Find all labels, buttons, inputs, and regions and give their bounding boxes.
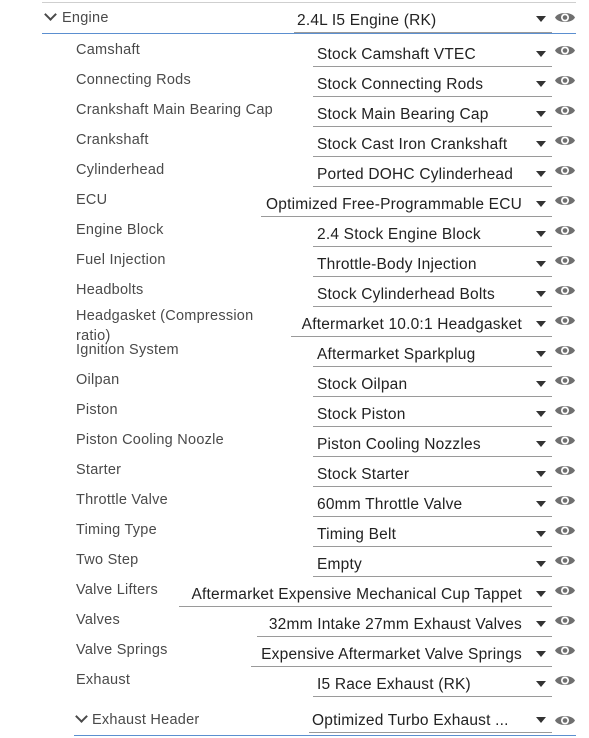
part-select[interactable] [179,580,552,607]
eye-icon[interactable] [554,193,576,208]
part-select-value: 32mm Intake 27mm Exhaust Valves [268,616,522,633]
caret-down-icon [536,411,546,417]
caret-down-icon [536,261,546,267]
caret-down-icon [536,381,546,387]
eye-icon[interactable] [554,583,576,598]
exhaust-header-select-value: Optimized Turbo Exhaust ... [312,712,509,729]
part-select-value: Stock Oilpan [317,376,408,393]
part-select-value: Aftermarket Sparkplug [317,346,476,363]
part-select[interactable] [291,310,552,337]
part-label: Camshaft [76,42,141,58]
part-select[interactable] [261,190,552,217]
part-select[interactable] [313,550,552,577]
caret-down-icon [536,111,546,117]
part-row-fuel-injection [0,250,589,280]
chevron-down-icon[interactable] [75,710,88,723]
part-select-value: I5 Race Exhaust (RK) [317,676,471,693]
part-label: Starter [76,462,122,478]
part-select[interactable] [257,610,552,637]
part-select-value: Stock Camshaft VTEC [317,46,476,63]
part-label: Valve Springs [76,642,168,658]
part-row-crankshaft [0,130,589,160]
caret-down-icon [536,531,546,537]
part-label: ECU [76,192,108,208]
chevron-down-icon[interactable] [44,8,57,21]
part-row-exhaust [0,670,589,700]
caret-down-icon [536,291,546,297]
caret-down-icon [536,351,546,357]
part-label: Timing Type [76,522,157,538]
eye-icon[interactable] [554,133,576,148]
caret-down-icon [536,681,546,687]
part-row-cylinderhead [0,160,589,190]
part-label: Exhaust [76,672,131,688]
caret-down-icon [536,561,546,567]
eye-icon[interactable] [554,73,576,88]
caret-down-icon [536,16,546,22]
part-select[interactable] [313,160,552,187]
part-select[interactable] [313,520,552,547]
engine-row [0,6,589,36]
part-select-value: Piston Cooling Nozzles [317,436,481,453]
caret-down-icon [536,471,546,477]
eye-icon[interactable] [554,523,576,538]
caret-down-icon [536,621,546,627]
part-row-oilpan [0,370,589,400]
part-row-ignition-system [0,340,589,370]
part-label: Throttle Valve [76,492,168,508]
caret-down-icon [536,231,546,237]
caret-down-icon [536,201,546,207]
part-label: Crankshaft Main Bearing Cap [76,102,273,118]
part-row-crankshaft-main-bearing-cap [0,100,589,130]
eye-icon[interactable] [554,713,576,728]
top-divider [42,2,576,3]
part-select[interactable] [313,100,552,127]
engine-divider [42,33,576,34]
part-label: Connecting Rods [76,72,191,88]
part-select[interactable] [313,250,552,277]
engine-select[interactable] [294,6,552,33]
caret-down-icon [536,441,546,447]
part-select[interactable] [251,640,552,667]
part-label: Cylinderhead [76,162,165,178]
eye-icon[interactable] [554,283,576,298]
part-select-value: Empty [317,556,362,573]
eye-icon[interactable] [554,493,576,508]
part-row-throttle-valve [0,490,589,520]
part-label: Oilpan [76,372,120,388]
part-select[interactable] [313,370,552,397]
part-select[interactable] [313,340,552,367]
part-select-value: Stock Starter [317,466,410,483]
part-label: Piston [76,402,118,418]
eye-icon[interactable] [554,433,576,448]
eye-icon[interactable] [554,163,576,178]
exhaust-header-divider [74,735,576,736]
part-select[interactable] [313,70,552,97]
part-select[interactable] [313,670,552,697]
part-select[interactable] [313,40,552,67]
part-label: Piston Cooling Noozle [76,432,224,448]
part-label: Ignition System [76,342,179,358]
part-row-two-step [0,550,589,580]
part-select-value: Stock Main Bearing Cap [317,106,489,123]
part-row-engine-block [0,220,589,250]
part-label: Fuel Injection [76,252,166,268]
caret-down-icon [536,501,546,507]
part-row-ecu [0,190,589,220]
caret-down-icon [536,51,546,57]
caret-down-icon [536,81,546,87]
part-row-piston-cooling-noozle [0,430,589,460]
part-row-piston [0,400,589,430]
part-row-camshaft [0,40,589,70]
part-select[interactable] [313,220,552,247]
eye-icon[interactable] [554,613,576,628]
eye-icon[interactable] [554,643,576,658]
caret-down-icon [536,171,546,177]
eye-icon[interactable] [554,373,576,388]
part-select[interactable] [313,400,552,427]
part-select-value: Stock Piston [317,406,406,423]
exhaust-header-select[interactable] [309,706,552,733]
part-label: Engine Block [76,222,164,238]
eye-icon[interactable] [554,673,576,688]
part-select-value: Timing Belt [317,526,397,543]
exhaust-header-row [0,706,589,736]
part-row-timing-type [0,520,589,550]
part-select-value: Throttle-Body Injection [317,256,477,273]
caret-down-icon [536,321,546,327]
part-row-valves [0,610,589,640]
part-row-valve-lifters [0,580,589,610]
eye-icon[interactable] [554,553,576,568]
caret-down-icon [536,591,546,597]
part-row-connecting-rods [0,70,589,100]
part-select-value: 2.4 Stock Engine Block [317,226,481,243]
part-select-value: Ported DOHC Cylinderhead [317,166,514,183]
eye-icon[interactable] [554,313,576,328]
part-label: Valve Lifters [76,582,158,598]
caret-down-icon [536,651,546,657]
part-label: Headbolts [76,282,144,298]
part-select[interactable] [313,280,552,307]
part-select[interactable] [313,130,552,157]
caret-down-icon [536,141,546,147]
part-select-value: Stock Cylinderhead Bolts [317,286,495,303]
part-select-value: Stock Cast Iron Crankshaft [317,136,508,153]
part-select-value: Aftermarket 10.0:1 Headgasket [301,316,522,333]
part-select-value: 60mm Throttle Valve [317,496,463,513]
part-row-starter [0,460,589,490]
eye-icon[interactable] [554,253,576,268]
part-select[interactable] [313,460,552,487]
part-label: Valves [76,612,120,628]
part-select-value: Optimized Free-Programmable ECU [266,196,522,213]
eye-icon[interactable] [554,343,576,358]
part-label: Crankshaft [76,132,149,148]
part-select-value: Expensive Aftermarket Valve Springs [261,646,522,663]
engine-select-value: 2.4L I5 Engine (RK) [297,12,437,29]
part-row-headgasket-compression-ratio [0,308,589,344]
part-select-value: Aftermarket Expensive Mechanical Cup Tappet [191,586,522,603]
caret-down-icon [536,717,546,723]
part-label: Two Step [76,552,139,568]
part-select[interactable] [313,430,552,457]
engine-label: Engine [62,10,109,26]
eye-icon[interactable] [554,463,576,478]
part-select[interactable] [313,490,552,517]
part-select-value: Stock Connecting Rods [317,76,484,93]
part-label: Headgasket (Compression ratio) [76,308,254,344]
eye-icon[interactable] [554,403,576,418]
exhaust-header-label: Exhaust Header [92,712,200,728]
eye-icon[interactable] [554,223,576,238]
eye-icon[interactable] [554,10,576,25]
eye-icon[interactable] [554,103,576,118]
part-row-valve-springs [0,640,589,670]
eye-icon[interactable] [554,43,576,58]
